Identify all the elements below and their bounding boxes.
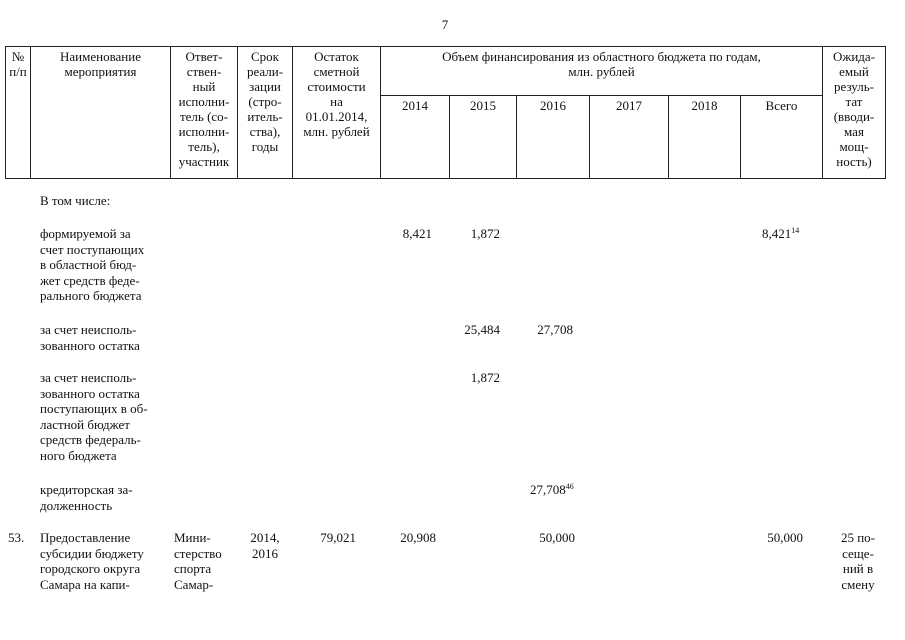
header-remainder: Остаток сметной стоимости на 01.01.2014, млн. рублей — [303, 49, 370, 139]
header-year-2015: 2015 — [470, 98, 496, 113]
header-name: Наименование мероприятия — [60, 49, 141, 79]
row-federal-label: формируемой за счет поступающих в областной бюд- жет средств феде- рального бюджета — [40, 226, 145, 303]
item53-result: 25 по- сеще- ний в смену — [840, 530, 876, 592]
header-result: Ожида- емый резуль- тат (вводи- мая мощ- ность) — [832, 49, 876, 169]
row-federal-total: 8,421$^{14}$ — [762, 226, 800, 241]
header-year-2018: 2018 — [691, 98, 718, 113]
item53-2014: 20,908 — [400, 530, 436, 545]
row-unused-label: за счет неисполь- зованного остатка — [40, 322, 140, 353]
header-funding: Объем финансирования из областного бюджета по годам, млн. рублей — [442, 49, 761, 79]
header-total: Всего — [765, 98, 798, 113]
row-federal-2014: 8,421 — [402, 226, 432, 241]
header-year-2017: 2017 — [616, 98, 642, 113]
row-unused-federal-label: за счет неисполь- зованного остатка поступающих в об- ластной бюджет средств федераль- ного бюджета — [40, 370, 148, 463]
item53-label: Предоставление субсидии бюджету городского округа Самара на капи- — [40, 530, 144, 592]
item53-total: 50,000 — [767, 530, 803, 545]
including-label: В том числе: — [40, 193, 111, 208]
item53-term: 2014, 2016 — [250, 530, 280, 561]
header-year-2014: 2014 — [402, 98, 428, 113]
row-unused-2015: 25,484 — [464, 322, 500, 337]
row-debt-2016: 27,708$^{46}$ — [530, 482, 574, 497]
footnote-14: 14 — [791, 226, 800, 235]
item53-remainder: 79,021 — [320, 530, 356, 545]
item53-2016: 50,000 — [539, 530, 575, 545]
row-federal-2015: 1,872 — [470, 226, 500, 241]
footnote-46: 46 — [565, 482, 574, 491]
row-unused-federal-2015: 1,872 — [470, 370, 500, 385]
row-unused-2016: 27,708 — [537, 322, 573, 337]
page-number: 7 — [441, 17, 449, 32]
header-year-2016: 2016 — [540, 98, 566, 113]
row-debt-label: кредиторская за- долженность — [40, 482, 133, 513]
header-num: № п/п — [9, 49, 27, 79]
header-term: Срок реали- зации (стро- итель- ства), годы — [246, 49, 284, 154]
item53-executor: Мини- стерство спорта Самар- — [174, 530, 222, 592]
header-executor: Ответ- ствен- ный исполни- тель (со- исполни- тель), участник — [178, 49, 230, 169]
item53-num: 53. — [8, 530, 25, 545]
